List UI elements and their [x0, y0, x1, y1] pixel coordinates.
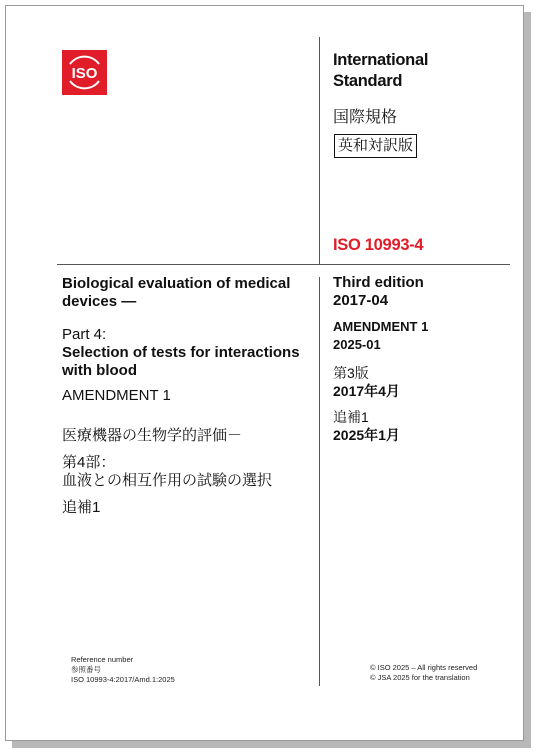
- part-title: Selection of tests for interactions with blood: [62, 344, 300, 379]
- header-line-1: International: [333, 51, 429, 69]
- reference-block: [71, 655, 175, 685]
- edition-jp-number: 第3版: [333, 365, 369, 381]
- horizontal-divider: [57, 264, 510, 265]
- iso-logo-graphic: [62, 50, 107, 95]
- amendment-jp-label: 追補1: [333, 409, 369, 425]
- edition-title: Third edition: [333, 274, 424, 291]
- reference-number: ISO 10993-4:2017/Amd.1:2025: [71, 675, 175, 684]
- document-number: ISO 10993-4: [333, 236, 424, 254]
- title-amendment: AMENDMENT 1: [62, 387, 171, 404]
- document-title: Biological evaluation of medical devices —: [62, 275, 291, 310]
- edition-date: 2017-04: [333, 292, 389, 309]
- column-divider-top: [319, 37, 320, 265]
- reference-label: Reference number: [71, 655, 134, 664]
- amendment-label: AMENDMENT 1: [333, 319, 429, 334]
- header-line-2: Standard: [333, 72, 403, 90]
- amendment-date: 2025-01: [333, 337, 381, 352]
- header-title: [333, 50, 428, 92]
- logo-text: ISO: [71, 65, 98, 82]
- translation-version-label: 英和対訳版: [334, 134, 417, 158]
- edition-block: [333, 274, 424, 310]
- amendment-block: [333, 318, 428, 354]
- iso-logo: [62, 50, 107, 95]
- jp-part-title: 血液との相互作用の試験の選択: [62, 472, 273, 489]
- jp-part-label: 第4部：: [62, 454, 116, 471]
- jp-document-title: 医療機器の生物学的評価－: [62, 427, 243, 444]
- edition-jp-block: [333, 364, 400, 400]
- jp-supplement: 追補1: [62, 499, 101, 516]
- column-divider-bottom: [319, 277, 320, 686]
- reference-jp-label: 参照番号: [71, 665, 101, 674]
- jp-part-block: [62, 454, 272, 490]
- part-label: Part 4:: [62, 326, 107, 343]
- amendment-jp-block: [333, 408, 400, 444]
- copyright-iso: © ISO 2025 – All rights reserved: [370, 663, 478, 672]
- amendment-jp-date: 2025年1月: [333, 427, 400, 443]
- copyright-jsa: © JSA 2025 for the translation: [370, 673, 470, 682]
- edition-jp-year: 2017年4月: [333, 383, 400, 399]
- copyright-block: [370, 663, 477, 683]
- header-jp-title: 国際規格: [333, 109, 398, 126]
